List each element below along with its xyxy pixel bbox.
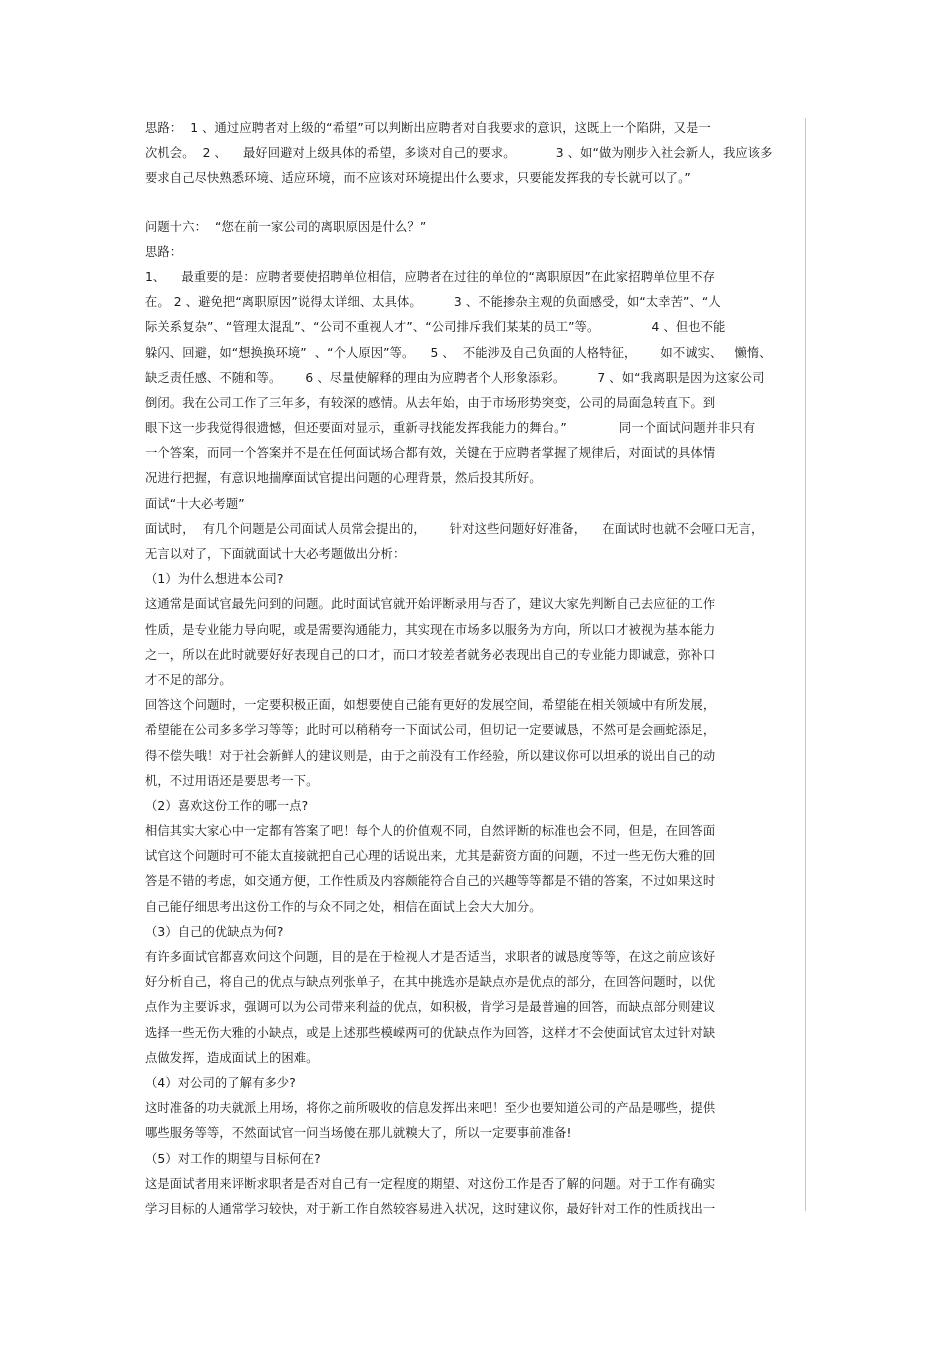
text-line: 希望能在公司多多学习等等；此时可以稍稍夸一下面试公司，但切记一定要诚恳，不然可是会画蛇添足， [145, 723, 716, 738]
text-line: 回答这个问题时，一定要积极正面，如想要使自己能有更好的发展空间，希望能在相关领域中有所发展， [145, 698, 716, 713]
text-line: 点做发挥，造成面试上的困难。 [145, 1050, 319, 1065]
text-line: 问题十六： “您在前一家公司的离职原因是什么？” [145, 219, 427, 234]
document-body [145, 116, 805, 1222]
text-line: 学习目标的人通常学习较快，对于新工作自然较容易进入状况，这时建议你，最好针对工作的性质找出一 [145, 1201, 716, 1216]
text-line: （3）自己的优缺点为何? [145, 924, 284, 939]
text-line: 面试“十大必考题” [145, 496, 245, 511]
text-line: 点作为主要诉求，强调可以为公司带来利益的优点，如积极，肯学习是最普遍的回答，而缺点部分则建议 [145, 1000, 716, 1015]
text-line: 一个答案，而同一个答案并不是在任何面试场合都有效，关键在于应聘者掌握了规律后，对面试的具体情 [145, 446, 716, 461]
text-line: 相信其实大家心中一定都有答案了吧！每个人的价值观不同，自然评断的标准也会不同，但是，在回答面 [145, 824, 716, 839]
text-line: 选择一些无伤大雅的小缺点，或是上述那些模嵘两可的优缺点作为回答，这样才不会使面试官太过针对缺 [145, 1025, 716, 1040]
text-line: 答是不错的考虑，如交通方便，工作性质及内容颇能符合自己的兴趣等等都是不错的答案，不过如果这时 [145, 874, 716, 889]
paragraph-question-16-and-top-ten [145, 215, 805, 1223]
text-line: 躲闪、回避，如“想换换环境” 、“个人原因”等。 5 、 不能涉及自己负面的人格特征， 如不诚实、 懒惰、 [145, 345, 772, 360]
margin-rule [805, 118, 806, 1211]
text-line: 才不足的部分。 [145, 672, 232, 687]
text-line: 性质，是专业能力导向呢，或是需要沟通能力，其实现在市场多以服务为方向，所以口才被视为基本能力 [145, 622, 716, 637]
text-line: 1、 最重要的是：应聘者要使招聘单位相信，应聘者在过往的单位的“离职原因”在此家招聘单位里不存 [145, 269, 715, 284]
text-line: 眼下这一步我觉得很遗憾，但还要面对显示，重新寻找能发挥我能力的舞台。” 同一个面试问题并非只有 [145, 421, 756, 436]
text-line: 思路： [145, 244, 183, 259]
text-line: （1）为什么想进本公司? [145, 572, 284, 587]
text-line: 面试时， 有几个问题是公司面试人员常会提出的， 针对这些问题好好准备， 在面试时也就不会哑口无言， [145, 521, 764, 536]
text-line: 要求自己尽快熟悉环境、适应环境，而不应该对环境提出什么要求，只要能发挥我的专长就可以了。” [145, 171, 691, 186]
text-line: 际关系复杂”、“管理太混乱”、“公司不重视人才”、“公司排斥我们某某的员工”等。 4 、但也不能 [145, 320, 726, 335]
text-line: 无言以对了，下面就面试十大必考题做出分析： [145, 547, 406, 561]
text-line: 自己能仔细思考出这份工作的与众不同之处，相信在面试上会大大加分。 [145, 899, 542, 914]
text-line: 在。 2 、避免把“离职原因”说得太详细、太具体。 3 、不能掺杂主观的负面感受，如“太幸苦”、“人 [145, 295, 721, 310]
text-line: 缺乏责任感、不随和等。 6 、尽量使解释的理由为应聘者个人形象添彩。 7 、如“我离职是因为这家公司 [145, 370, 765, 385]
text-line: （4）对公司的了解有多少? [145, 1075, 296, 1090]
text-line: 这通常是面试官最先问到的问题。此时面试官就开始评断录用与否了，建议大家先判断自己去应征的工作 [145, 597, 716, 612]
text-line: 这是面试者用来评断求职者是否对自己有一定程度的期望、对这份工作是否了解的问题。对于工作有确实 [145, 1176, 716, 1191]
text-line: 次机会。 2 、 最好回避对上级具体的希望，多谈对自己的要求。 3 、如“做为刚步入社会新人，我应该多 [145, 146, 773, 161]
text-line: 之一，所以在此时就要好好表现自己的口才，而口才较差者就务必表现出自己的专业能力即诚意，弥补口 [145, 647, 716, 662]
text-line: 倒闭。我在公司工作了三年多，有较深的感情。从去年始，由于市场形势突变，公司的局面急转直下。到 [145, 395, 716, 410]
text-line: 哪些服务等等，不然面试官一问当场傻在那儿就糗大了，所以一定要事前准备! [145, 1126, 572, 1141]
text-line: 机，不过用语还是要思考一下。 [145, 773, 319, 788]
paragraph-gap [145, 192, 805, 215]
text-line: 思路： 1 、通过应聘者对上级的“希望”可以判断出应聘者对自我要求的意识，这既上一个陷阱，又是一 [145, 121, 711, 135]
text-line: 得不偿失哦！对于社会新鲜人的建议则是，由于之前没有工作经验，所以建议你可以坦承的说出自己的动 [145, 748, 716, 763]
text-line: （2）喜欢这份工作的哪一点? [145, 798, 309, 813]
text-line: 试官这个问题时可不能太直接就把自己心理的话说出来，尤其是薪资方面的问题，不过一些无伤大雅的回 [145, 849, 716, 864]
text-line: 有许多面试官都喜欢问这个问题，目的是在于检视人才是否适当，求职者的诚恳度等等，在这之前应该好 [145, 950, 716, 964]
text-line: 这时准备的功夫就派上用场，将你之前所吸收的信息发挥出来吧！至少也要知道公司的产品是哪些，提供 [145, 1101, 716, 1116]
text-line: 好分析自己，将自己的优点与缺点列张单子，在其中挑选亦是缺点亦是优点的部分，在回答问题时，以优 [145, 975, 716, 990]
text-line: 况进行把握，有意识地揣摩面试官提出问题的心理背景，然后投其所好。 [145, 471, 542, 486]
paragraph-intro [145, 116, 805, 192]
text-line: （5）对工作的期望与目标何在? [145, 1151, 321, 1166]
